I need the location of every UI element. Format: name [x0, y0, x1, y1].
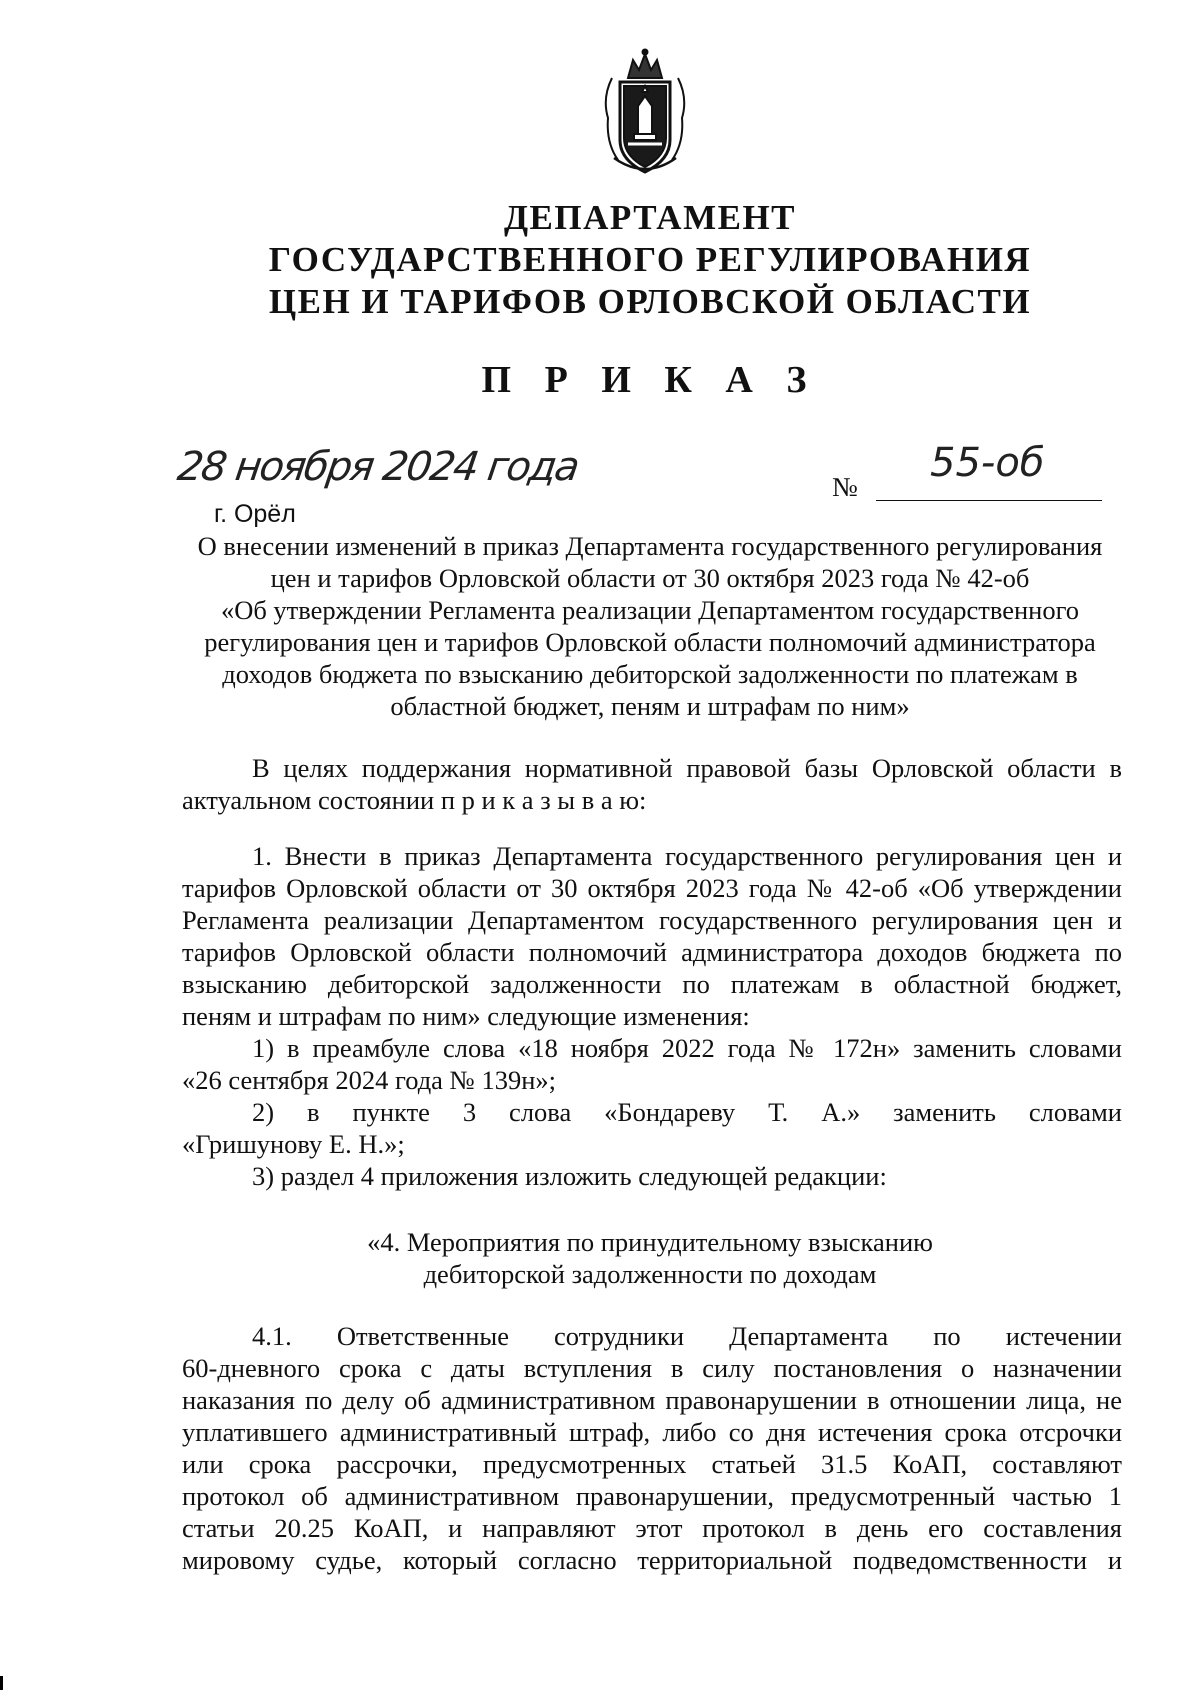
item-1-paragraph: [182, 840, 1122, 1032]
title-line: областной бюджет, пеням и штрафам по ним»: [390, 691, 910, 721]
title-line: доходов бюджета по взысканию дебиторской задолженности по платежам в: [222, 659, 1078, 689]
text-line: мировому судье, который согласно территориальной подведомственности и: [182, 1545, 1122, 1575]
text-line: протокол об административном правонарушении, предусмотренный частью 1: [182, 1481, 1122, 1511]
scan-edge-mark: [0, 1676, 3, 1690]
subitem-2-paragraph: [182, 1096, 1122, 1160]
handwritten-number: 55-об: [930, 440, 1045, 486]
text-line: 1. Внести в приказ Департамента государственного регулирования цен и: [252, 841, 1122, 871]
text-line: наказания по делу об административном правонарушении в отношении лица, не: [182, 1385, 1122, 1415]
coat-of-arms-emblem: [598, 48, 692, 182]
title-line: регулирования цен и тарифов Орловской области полномочий администратора: [204, 627, 1096, 657]
org-name-line2: ГОСУДАРСТВЕННОГО РЕГУЛИРОВАНИЯ: [268, 240, 1032, 279]
title-line: О внесении изменений в приказ Департамента государственного регулирования: [197, 531, 1103, 561]
text-line: тарифов Орловской области полномочий администратора доходов бюджета по: [182, 937, 1122, 967]
document-type-title: П Р И К А З: [481, 359, 819, 401]
title-line: «Об утверждении Регламента реализации Департаментом государственного: [220, 595, 1080, 625]
preamble-paragraph: [182, 752, 1122, 816]
text-line: 4.1. Ответственные сотрудники Департамента по истечении: [252, 1321, 1122, 1351]
section-title-line: дебиторской задолженности по доходам: [423, 1259, 877, 1289]
subitem-1-paragraph: [182, 1032, 1122, 1096]
handwritten-date: 28 ноября 2024 года: [174, 444, 581, 490]
section-title-line: «4. Мероприятия по принудительному взысканию: [367, 1227, 933, 1257]
text-line: «Гришунову Е. Н.»;: [182, 1129, 405, 1159]
text-line: или срока рассрочки, предусмотренных статьей 31.5 КоАП, составляют: [182, 1449, 1122, 1479]
text-line: 3) раздел 4 приложения изложить следующей редакции:: [252, 1161, 887, 1191]
text-line: уплатившего административный штраф, либо со дня истечения срока отсрочки: [182, 1417, 1122, 1447]
text-line: Регламента реализации Департаментом государственного регулирования цен и: [182, 905, 1122, 935]
text-line: статьи 20.25 КоАП, и направляют этот протокол в день его составления: [182, 1513, 1122, 1543]
subitem-3-paragraph: [182, 1160, 1122, 1192]
title-line: цен и тарифов Орловской области от 30 октября 2023 года № 42-об: [270, 563, 1030, 593]
text-line: пеням и штрафам по ним» следующие изменения:: [182, 1001, 750, 1031]
org-name-line3: ЦЕН И ТАРИФОВ ОРЛОВСКОЙ ОБЛАСТИ: [268, 282, 1032, 321]
text-line: актуальном состоянии п р и к а з ы в а ю:: [182, 785, 647, 815]
text-line: 60-дневного срока с даты вступления в силу постановления о назначении: [182, 1353, 1122, 1383]
text-line: 1) в преамбуле слова «18 ноября 2022 года № 172н» заменить словами: [252, 1033, 1122, 1063]
number-underline: [876, 500, 1102, 501]
number-label: №: [832, 472, 858, 502]
text-line: 2) в пункте 3 слова «Бондареву Т. А.» заменить словами: [252, 1097, 1122, 1127]
text-line: «26 сентября 2024 года № 139н»;: [182, 1065, 557, 1095]
org-name-line1: ДЕПАРТАМЕНТ: [503, 198, 797, 237]
item-4-1-paragraph: [182, 1320, 1122, 1576]
city-label: г. Орёл: [214, 500, 296, 528]
text-line: тарифов Орловской области от 30 октября 2023 года № 42-об «Об утверждении: [182, 873, 1122, 903]
text-line: взысканию дебиторской задолженности по платежам в областной бюджет,: [182, 969, 1122, 999]
text-line: В целях поддержания нормативной правовой базы Орловской области в: [252, 753, 1122, 783]
